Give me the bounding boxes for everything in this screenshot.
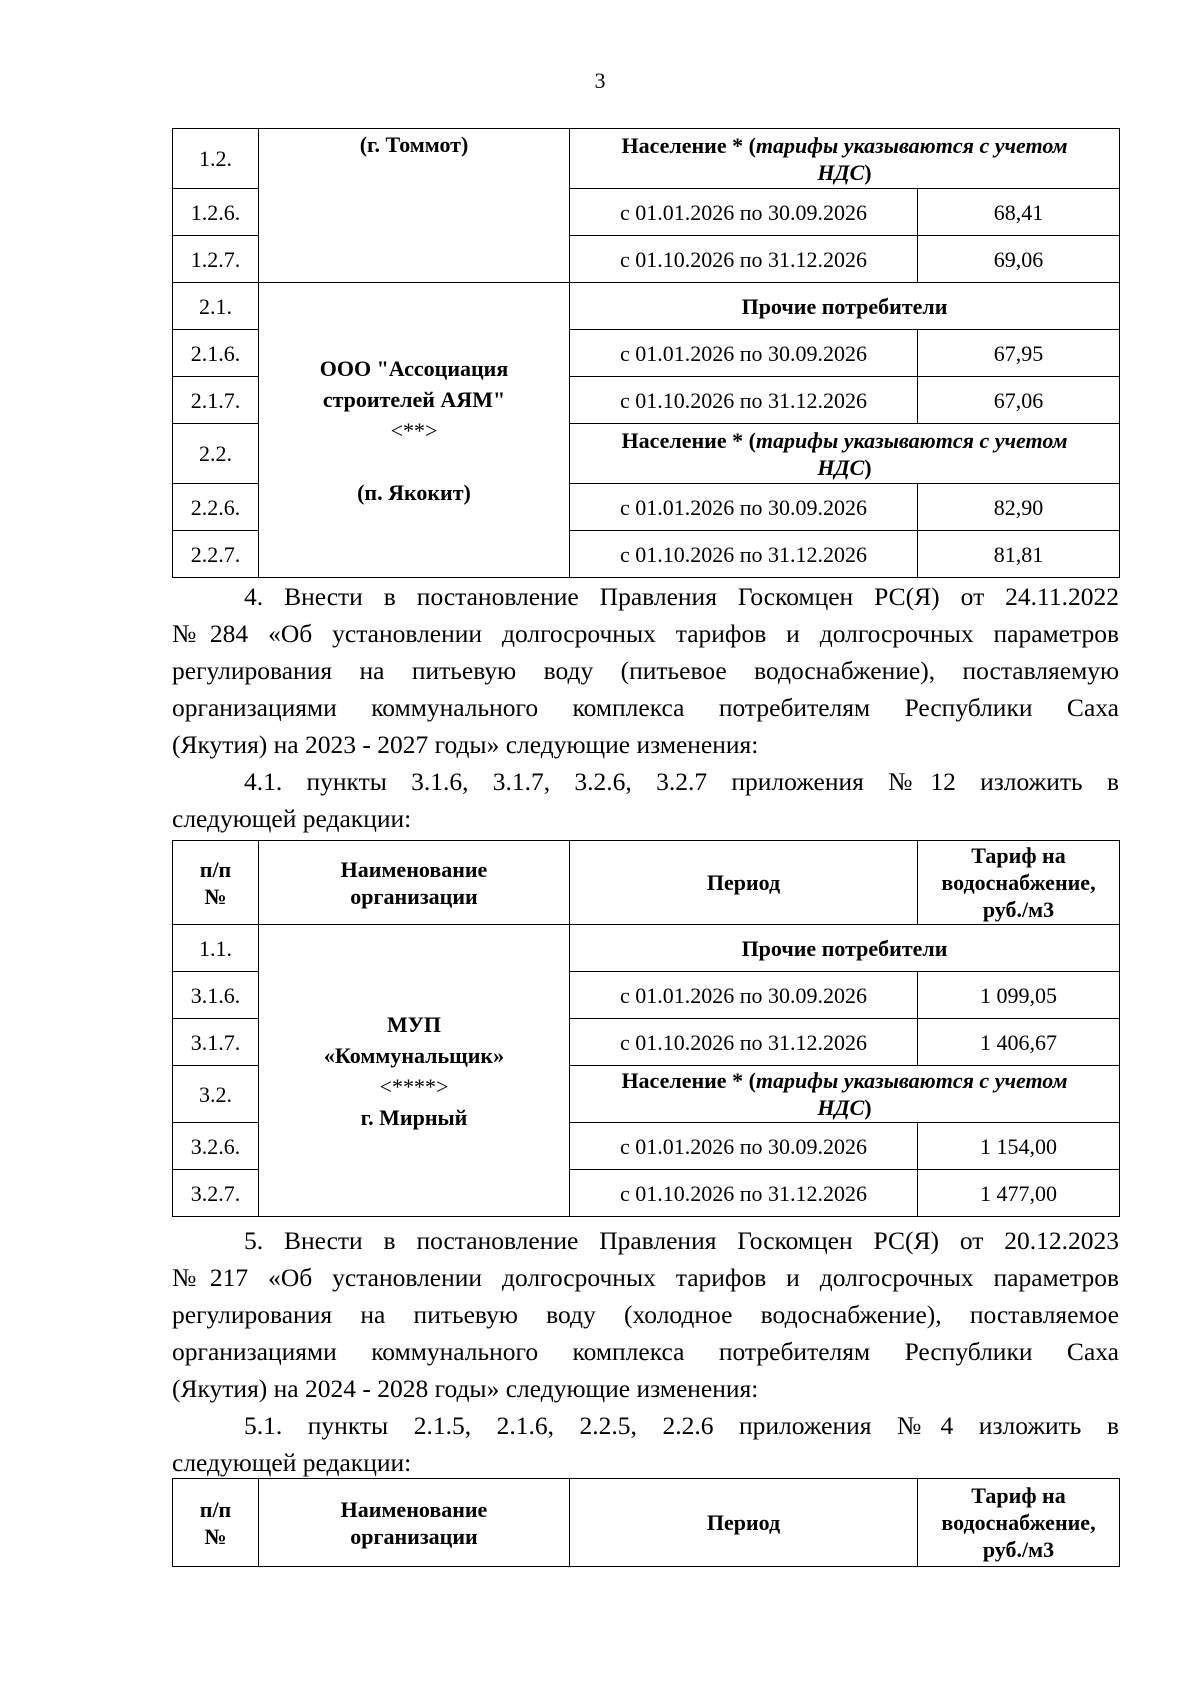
organization-name-line: ООО "Ассоциация — [319, 355, 509, 381]
row-number: 3.2.6. — [173, 1123, 259, 1170]
organization-cell — [259, 129, 570, 283]
table-header-row — [173, 841, 1120, 925]
organization-name-line: МУП — [386, 1011, 442, 1037]
table-row — [173, 129, 1120, 189]
organization-name-line: строителей АЯМ" — [322, 386, 506, 412]
tariff-cell: 1 154,00 — [918, 1123, 1120, 1170]
population-header: Население * (тарифы указываются с учетом НДС) — [570, 424, 1120, 484]
organization-name: (г. Томмот) — [359, 132, 469, 157]
paragraph-line: (Якутия) на 2024 - 2028 годы» следующие изменения: — [172, 1374, 759, 1403]
col-header-number: п/п № — [173, 1479, 259, 1567]
col-header-period: Период — [570, 841, 918, 925]
table-header-row — [173, 1479, 1120, 1567]
organization-cell — [259, 925, 570, 1217]
row-number: 3.2.7. — [173, 1170, 259, 1217]
col-header-tariff: Тариф на водоснабжение, руб./м3 — [918, 1479, 1120, 1567]
tariff-cell: 1 477,00 — [918, 1170, 1120, 1217]
period-cell: с 01.01.2026 по 30.09.2026 — [570, 330, 918, 377]
paragraph-line: №284 «Об установлении долгосрочных тарифов и долгосрочных параметров — [172, 619, 1119, 648]
tariff-cell: 69,06 — [918, 236, 1120, 283]
paragraph-line: организациями коммунального комплекса потребителям Республики Саха — [172, 1337, 1119, 1366]
period-cell: с 01.10.2026 по 31.12.2026 — [570, 236, 918, 283]
paragraph-line: 4. Внести в постановление Правления Госкомцен РС(Я) от 24.11.2022 — [244, 582, 1119, 611]
row-number: 3.2. — [173, 1066, 259, 1123]
period-cell: с 01.01.2026 по 30.09.2026 — [570, 972, 918, 1019]
organization-cell — [259, 283, 570, 578]
row-number: 3.1.7. — [173, 1019, 259, 1066]
tariff-cell: 81,81 — [918, 531, 1120, 578]
paragraph-line: организациями коммунального комплекса потребителям Республики Саха — [172, 693, 1119, 722]
paragraph-5 — [172, 1222, 1119, 1481]
row-number: 1.2.6. — [173, 189, 259, 236]
organization-location: (п. Якокит) — [357, 479, 471, 505]
other-consumers-header: Прочие потребители — [570, 283, 1120, 330]
paragraph-line: следующей редакции: — [172, 1448, 412, 1477]
period-cell: с 01.10.2026 по 31.12.2026 — [570, 531, 918, 578]
table-row — [173, 925, 1120, 972]
tariff-table-3 — [172, 1478, 1120, 1567]
paragraph-line: регулирования на питьевую воду (питьевое водоснабжение), поставляемую — [172, 656, 1119, 685]
tariff-cell: 82,90 — [918, 484, 1120, 531]
col-header-number: п/п № — [173, 841, 259, 925]
row-number: 2.2.7. — [173, 531, 259, 578]
paragraph-line: 5.1. пункты 2.1.5, 2.1.6, 2.2.5, 2.2.6 приложения №4 изложить в — [244, 1411, 1119, 1440]
page-number: 3 — [594, 68, 606, 93]
paragraph-line: следующей редакции: — [172, 804, 412, 833]
row-number: 1.2. — [173, 129, 259, 189]
period-cell: с 01.10.2026 по 31.12.2026 — [570, 1019, 918, 1066]
row-number: 1.1. — [173, 925, 259, 972]
paragraph-line: 4.1. пункты 3.1.6, 3.1.7, 3.2.6, 3.2.7 приложения №12 изложить в — [244, 767, 1119, 796]
tariff-cell: 67,06 — [918, 377, 1120, 424]
tariff-table-1 — [172, 128, 1120, 578]
row-number: 2.2. — [173, 424, 259, 484]
period-cell: с 01.10.2026 по 31.12.2026 — [570, 1170, 918, 1217]
paragraph-4 — [172, 578, 1119, 837]
tariff-cell: 1 406,67 — [918, 1019, 1120, 1066]
tariff-table-2 — [172, 840, 1120, 1217]
period-cell: с 01.01.2026 по 30.09.2026 — [570, 1123, 918, 1170]
row-number: 2.1.6. — [173, 330, 259, 377]
period-cell: с 01.01.2026 по 30.09.2026 — [570, 189, 918, 236]
population-header: Население * (тарифы указываются с учетом НДС) — [570, 1066, 1120, 1123]
row-number: 2.2.6. — [173, 484, 259, 531]
paragraph-line: №217 «Об установлении долгосрочных тарифов и долгосрочных параметров — [172, 1263, 1119, 1292]
paragraph-line: 5. Внести в постановление Правления Госкомцен РС(Я) от 20.12.2023 — [244, 1226, 1119, 1255]
period-cell: с 01.10.2026 по 31.12.2026 — [570, 377, 918, 424]
organization-note: <****> — [379, 1073, 449, 1099]
organization-location: г. Мирный — [360, 1104, 468, 1130]
row-number: 2.1.7. — [173, 377, 259, 424]
tariff-cell: 67,95 — [918, 330, 1120, 377]
tariff-cell: 68,41 — [918, 189, 1120, 236]
row-number: 1.2.7. — [173, 236, 259, 283]
col-header-tariff: Тариф на водоснабжение, руб./м3 — [918, 841, 1120, 925]
table-row — [173, 283, 1120, 330]
organization-note: <**> — [390, 417, 438, 443]
col-header-period: Период — [570, 1479, 918, 1567]
col-header-organization: Наименование организации — [259, 1479, 570, 1567]
paragraph-line: регулирования на питьевую воду (холодное водоснабжение), поставляемое — [172, 1300, 1119, 1329]
row-number: 3.1.6. — [173, 972, 259, 1019]
col-header-organization: Наименование организации — [259, 841, 570, 925]
other-consumers-header: Прочие потребители — [570, 925, 1120, 972]
period-cell: с 01.01.2026 по 30.09.2026 — [570, 484, 918, 531]
row-number: 2.1. — [173, 283, 259, 330]
paragraph-line: (Якутия) на 2023 - 2027 годы» следующие изменения: — [172, 730, 759, 759]
tariff-cell: 1 099,05 — [918, 972, 1120, 1019]
organization-name-line: «Коммунальщик» — [323, 1042, 505, 1068]
population-header: Население * (тарифы указываются с учетом НДС) — [570, 129, 1120, 189]
